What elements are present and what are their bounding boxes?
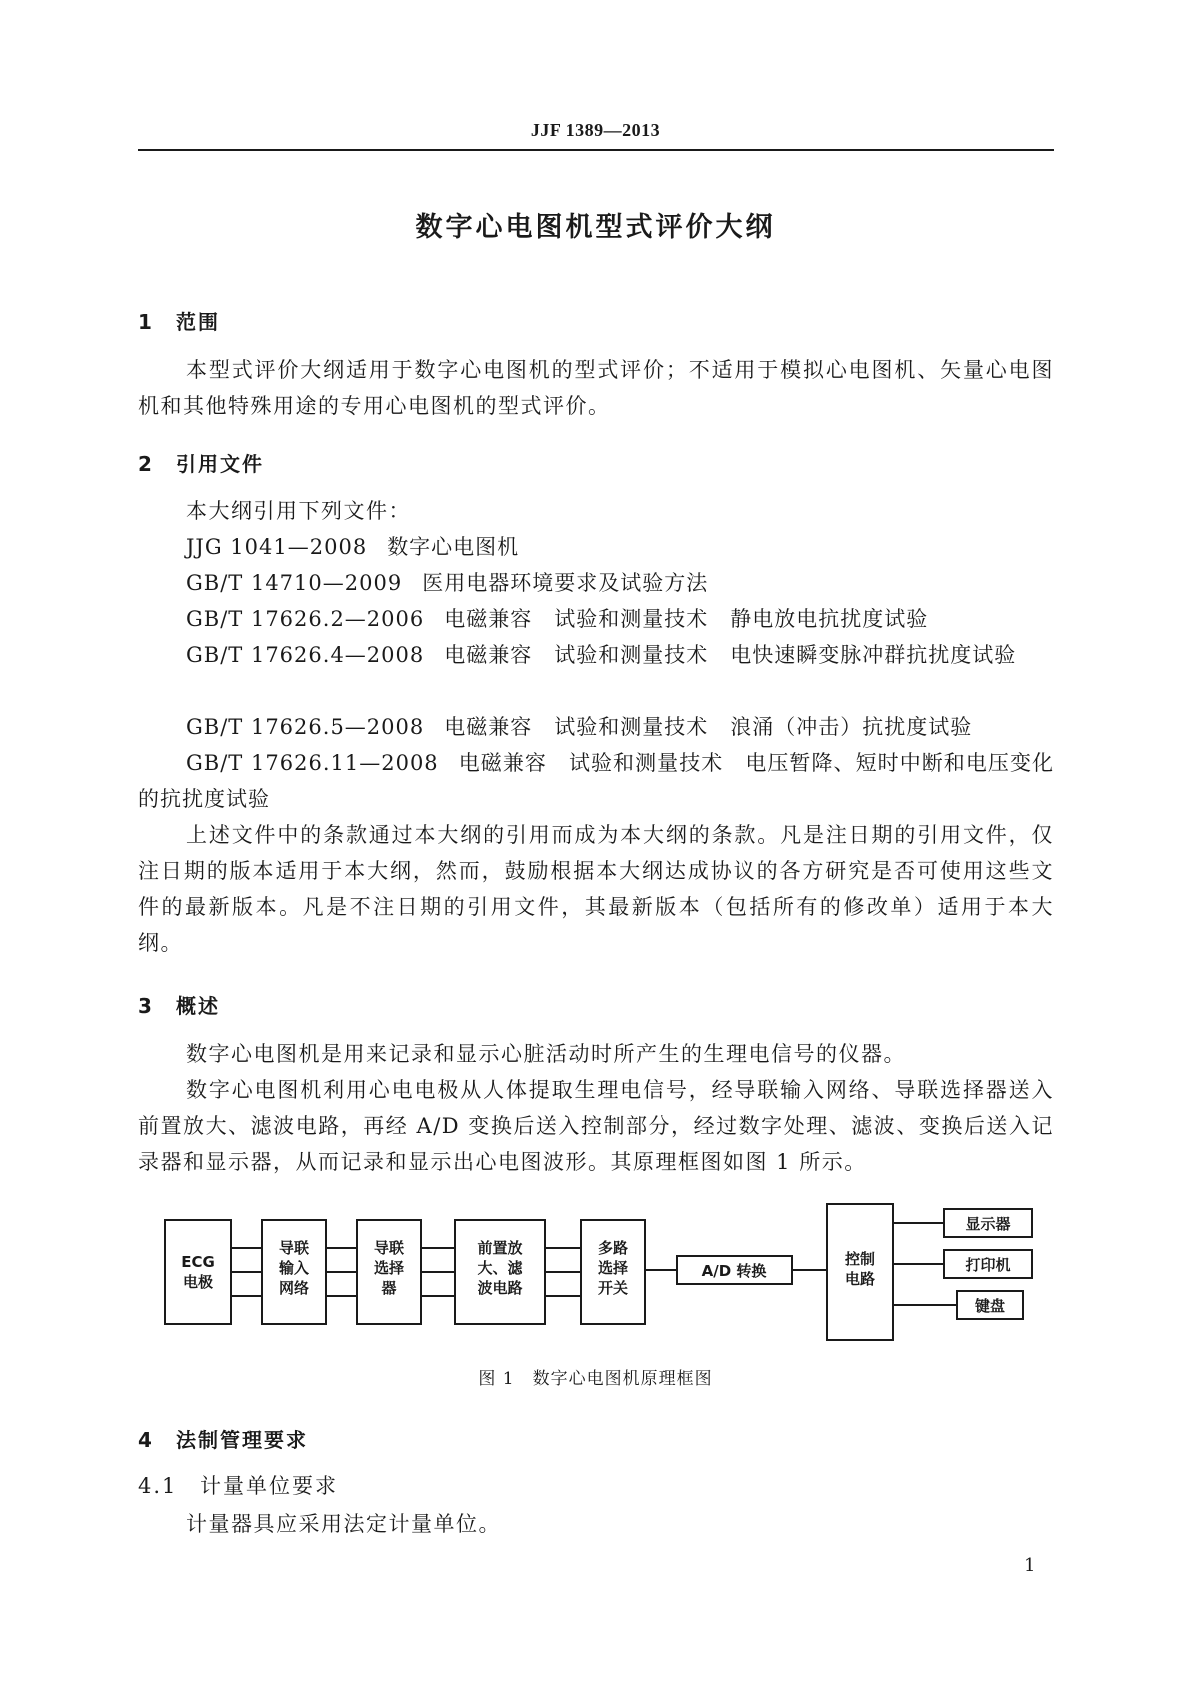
lead-input-label: 网络	[278, 1279, 310, 1297]
reference-code: GB/T 17626.11—2008	[186, 751, 439, 775]
section-number: 2	[138, 452, 154, 476]
preamp-label: 波电路	[477, 1279, 523, 1297]
reference-title-part: 试验和测量技术	[554, 643, 709, 667]
page-number: 1	[1024, 1555, 1036, 1576]
header-code: JJF 1389—2013	[530, 120, 661, 140]
lead-selector-label: 选择	[373, 1259, 405, 1277]
document-title: 数字心电图机型式评价大纲	[415, 212, 776, 243]
references-closing: 上述文件中的条款通过本大纲的引用而成为本大纲的条款。凡是注日期的引用文件，仅注日期的版本适用于本大纲，然而，鼓励根据本大纲达成协议的各方研究是否可使用这些文件的最新版本。凡是不注日期的引用文件，其最新版本（包括所有的修改单）适用于本大纲。	[138, 823, 1054, 955]
reference-title-part: 电快速瞬变脉冲群抗扰度试验	[730, 643, 1017, 667]
subsection-4-1-heading	[138, 1470, 338, 1500]
section-2-heading	[138, 448, 264, 477]
printer-label: 打印机	[965, 1256, 1011, 1274]
section-title: 引用文件	[176, 452, 264, 476]
section-number: 4	[138, 1428, 154, 1452]
multiplexer-label: 开关	[597, 1279, 629, 1297]
preamp-label: 大、滤	[477, 1259, 523, 1277]
section-title: 范围	[176, 310, 220, 334]
lead-selector-label: 器	[381, 1279, 397, 1297]
reference-title-part: 浪涌（冲击）抗扰度试验	[730, 715, 973, 739]
subsection-title: 计量单位要求	[200, 1474, 338, 1498]
section-3-paragraph-1: 数字心电图机是用来记录和显示心脏活动时所产生的生理电信号的仪器。	[186, 1042, 906, 1066]
lead-input-label: 导联	[278, 1239, 310, 1257]
header-rule	[138, 149, 1054, 151]
lead-selector-label: 导联	[373, 1239, 405, 1257]
reference-title-part: 电磁兼容	[444, 715, 533, 739]
lead-input-label: 输入	[278, 1259, 310, 1277]
ecg-block-diagram	[0, 1190, 1191, 1350]
subsection-number: 4.1	[138, 1474, 178, 1498]
reference-item	[138, 529, 1054, 565]
section-3-heading	[138, 990, 220, 1019]
reference-item	[138, 637, 1054, 673]
reference-item	[138, 565, 1054, 601]
reference-title-part: 试验和测量技术	[568, 751, 724, 775]
reference-title-part: 静电放电抗扰度试验	[730, 607, 929, 631]
reference-code: JJG 1041—2008	[186, 535, 368, 559]
reference-title-part: 试验和测量技术	[554, 715, 709, 739]
keyboard-label: 键盘	[974, 1297, 1006, 1315]
subsection-4-1-paragraph: 计量器具应采用法定计量单位。	[186, 1512, 501, 1536]
multiplexer-label: 选择	[597, 1259, 629, 1277]
reference-code: GB/T 17626.4—2008	[186, 643, 425, 667]
display-label: 显示器	[965, 1215, 1011, 1233]
figure-number: 图 1	[478, 1369, 515, 1389]
adc-label: A/D 转换	[701, 1262, 767, 1280]
reference-title: 数字心电图机	[387, 535, 520, 559]
ecg-label: 电极	[182, 1273, 214, 1291]
section-1-paragraph: 本型式评价大纲适用于数字心电图机的型式评价；不适用于模拟心电图机、矢量心电图机和其他特殊用途的专用心电图机的型式评价。	[138, 358, 1054, 418]
preamp-label: 前置放	[477, 1239, 523, 1257]
ecg-electrode-block	[165, 1220, 231, 1324]
control-label: 电路	[844, 1270, 876, 1288]
reference-code: GB/T 14710—2009	[186, 571, 403, 595]
reference-title-part: 电磁兼容	[444, 607, 533, 631]
ecg-label: ECG	[181, 1253, 215, 1271]
reference-title-part: 电磁兼容	[458, 751, 547, 775]
section-title: 概述	[176, 994, 220, 1018]
section-1-heading	[138, 306, 220, 335]
reference-title: 医用电器环境要求及试验方法	[422, 571, 709, 595]
section-4-heading	[138, 1424, 308, 1453]
figure-title: 数字心电图机原理框图	[532, 1369, 713, 1389]
reference-code: GB/T 17626.5—2008	[186, 715, 425, 739]
reference-item	[138, 745, 1054, 817]
section-number: 1	[138, 310, 154, 334]
reference-item	[138, 601, 1054, 637]
section-title: 法制管理要求	[176, 1428, 308, 1452]
reference-title-part: 电磁兼容	[444, 643, 533, 667]
multiplexer-label: 多路	[597, 1239, 629, 1257]
reference-title-part: 试验和测量技术	[554, 607, 709, 631]
figure-caption	[0, 1364, 1191, 1389]
control-label: 控制	[844, 1250, 876, 1268]
references-intro: 本大纲引用下列文件：	[186, 499, 411, 523]
section-number: 3	[138, 994, 154, 1018]
reference-item	[138, 709, 1054, 745]
reference-title-part: 电压暂降、短时中断和电压变化的抗扰度试验	[138, 751, 1055, 811]
section-3-paragraph-2: 数字心电图机利用心电电极从人体提取生理电信号，经导联输入网络、导联选择器送入前置放大、滤波电路，再经 A/D 变换后送入控制部分，经过数字处理、滤波、变换后送入记录器和显示器，从而记录和显示出心电图波形。其原理框图如图 1 所示。	[138, 1078, 1054, 1174]
reference-code: GB/T 17626.2—2006	[186, 607, 425, 631]
